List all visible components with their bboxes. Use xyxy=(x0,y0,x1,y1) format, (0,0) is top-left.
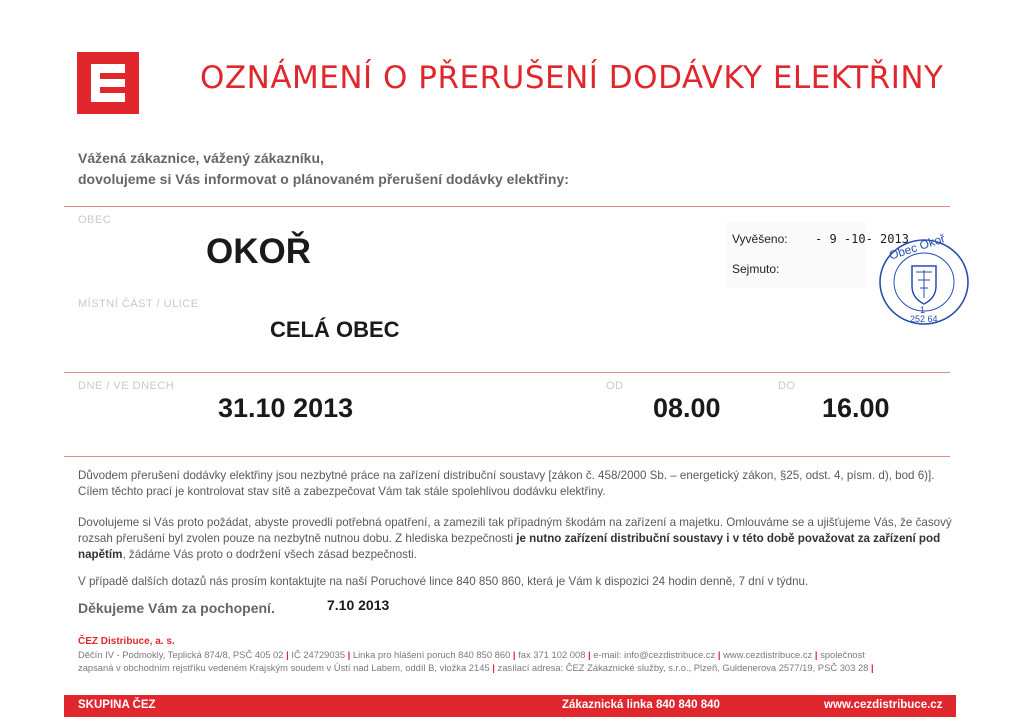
website-link[interactable]: www.cezdistribuce.cz xyxy=(824,699,943,711)
group-label: SKUPINA ČEZ xyxy=(78,699,156,711)
company-registry-line: zapsaná v obchodním rejstříku vedeném Krajským soudem v Ústí nad Labem, oddíl B, vložka 2145 | zasílací adresa: ČEZ Zákaznické služby, s.r.o., Plzeň, Guldenerova 2577/19, PSČ 303 28 | xyxy=(78,662,874,673)
issue-date: 7.10 2013 xyxy=(327,597,390,613)
company-name: ČEZ Distribuce, a. s. xyxy=(78,636,175,647)
stamp-zip: 252 64 xyxy=(910,314,938,324)
posted-label: Vyvěšeno: xyxy=(732,232,788,246)
cast-value: CELÁ OBEC xyxy=(270,317,400,342)
to-value: 16.00 xyxy=(822,393,890,423)
page-title: OZNÁMENÍ O PŘERUŠENÍ DODÁVKY ELEKTŘINY xyxy=(200,60,944,96)
divider xyxy=(64,456,950,457)
safety-paragraph: Dovolujeme si Vás proto požádat, abyste provedli potřebná opatření, a zamezili tak případným škodám na zařízení a majetku. Omlouváme se a ujišťujeme Vás, že časový rozsah přerušení byl zvolen pouze na nezbytně nutnou dobu. Z hlediska bezpečnosti je nutno zařízení distribuční soustavy i v této době považovat za zařízení pod napětím, žádáme Vás proto o dodržení všech zásad bezpečnosti. xyxy=(78,516,952,561)
obec-label: OBEC xyxy=(78,214,112,226)
safety-warning: je nutno zařízení distribuční soustavy i v této době považovat za zařízení pod napětím xyxy=(78,532,941,561)
intro-text: dovolujeme si Vás informovat o plánovaném přerušení dodávky elektřiny: xyxy=(78,171,569,187)
cast-label: MÍSTNÍ ČÁST / ULICE xyxy=(78,298,199,310)
thanks-text: Děkujeme Vám za pochopení. xyxy=(78,600,275,616)
greeting: Vážená zákaznice, vážený zákazníku, xyxy=(78,150,324,166)
from-label: OD xyxy=(606,380,624,392)
date-value: 31.10 2013 xyxy=(218,393,354,423)
obec-value: OKOŘ xyxy=(206,232,311,271)
divider xyxy=(64,206,950,207)
to-label: DO xyxy=(778,380,796,392)
stamp-number: 1 xyxy=(920,305,926,315)
reason-paragraph: Důvodem přerušení dodávky elektřiny jsou nezbytné práce na zařízení distribuční soustavy [zákon č. 458/2000 Sb. – energetický zákon, §25, odst. 4, písm. d), bod 6)]. Cílem těchto prací je kontrolovat stav sítě a zabezpečovat Vám tak stále spolehlivou dodávku elektřiny. xyxy=(78,469,935,498)
footer-bar xyxy=(64,695,956,717)
cez-logo-icon xyxy=(77,52,139,114)
company-address-line: Děčín IV - Podmokly, Teplická 874/8, PSČ 405 02 | IČ 24729035 | Linka pro hlášení poruch 840 850 860 | fax 371 102 008 | e-mail: info@cezdistribuce.cz | www.cezdistribuce.cz | společnost xyxy=(78,649,865,660)
contact-paragraph: V případě dalších dotazů nás prosím kontaktujte na naší Poruchové lince 840 850 860, která je Vám k dispozici 24 hodin denně, 7 dní v týdnu. xyxy=(78,575,809,588)
date-label: DNE / VE DNECH xyxy=(78,380,175,392)
removed-label: Sejmuto: xyxy=(732,262,780,276)
from-value: 08.00 xyxy=(653,393,721,423)
posted-date: - 9 -10- 2013 xyxy=(815,232,909,246)
stamp-text-top: Obec Okoř xyxy=(887,231,947,263)
hotline-label: Zákaznická linka 840 840 840 xyxy=(562,699,720,711)
divider xyxy=(64,372,950,373)
